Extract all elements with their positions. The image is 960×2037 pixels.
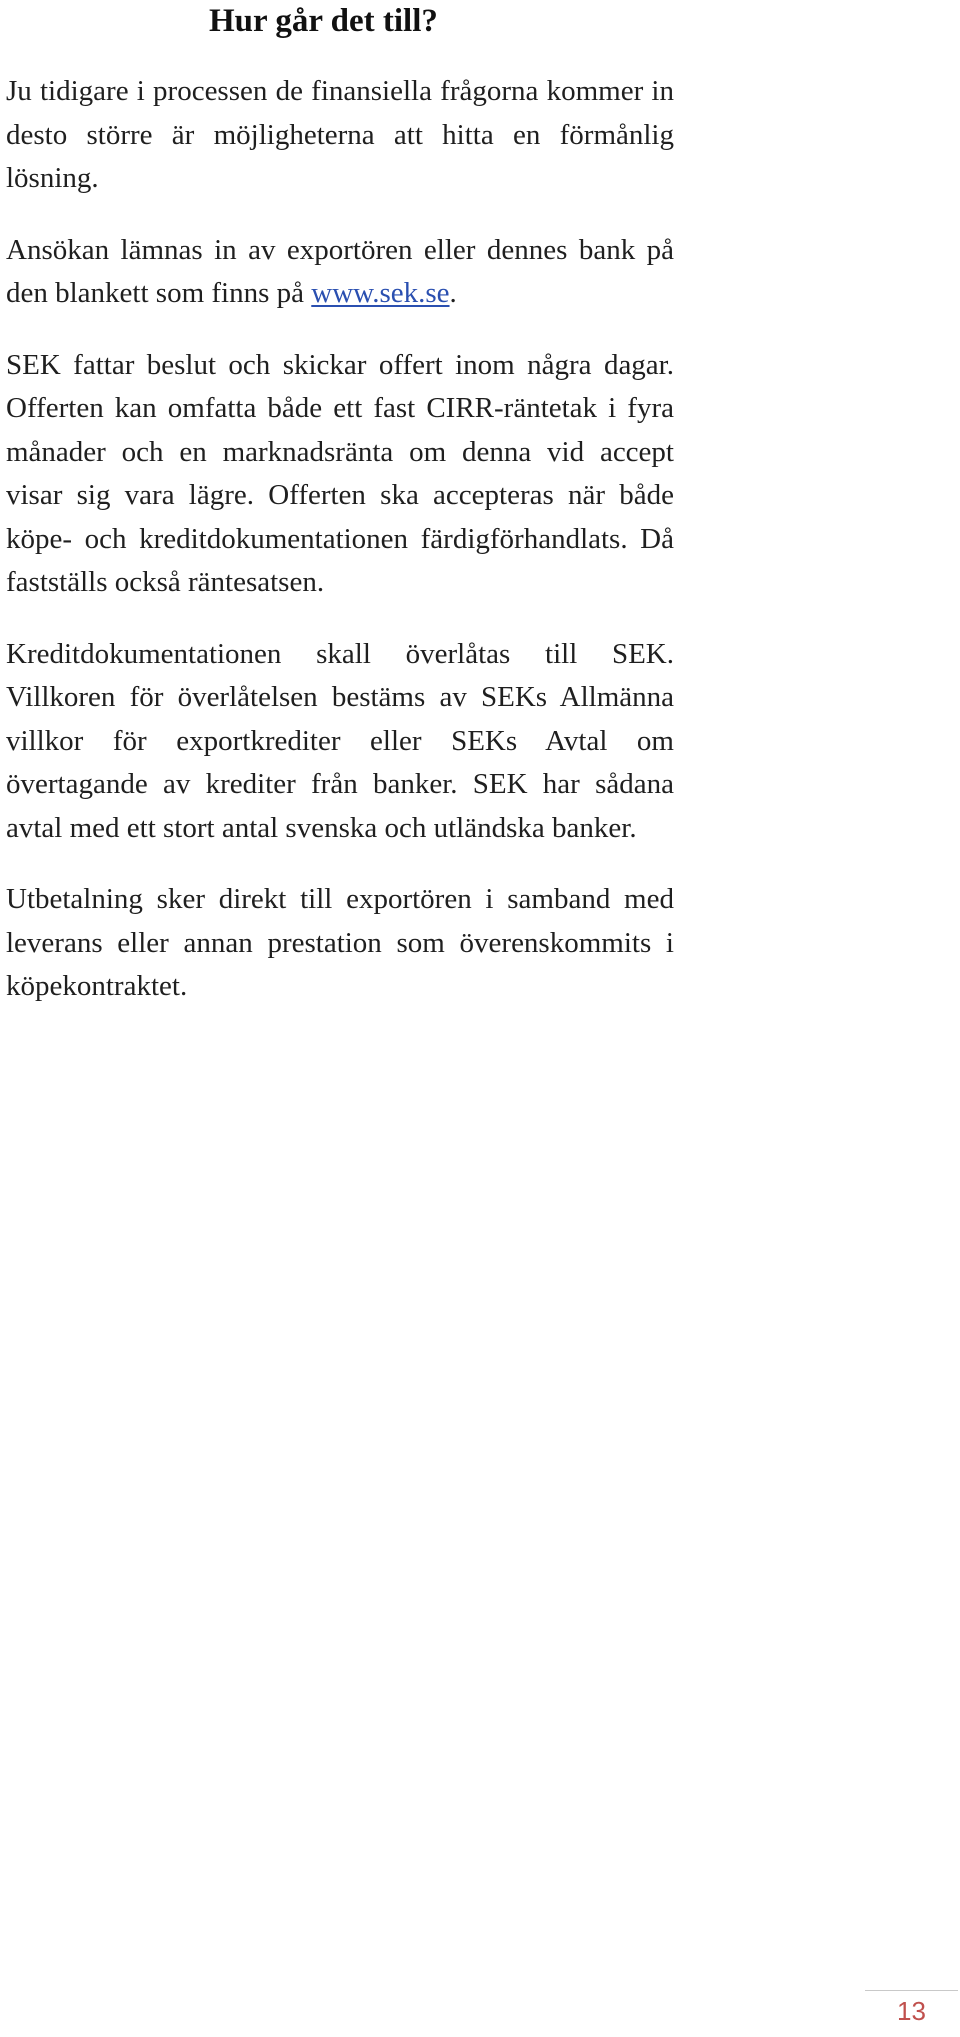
sek-website-link[interactable]: www.sek.se <box>311 277 450 309</box>
paragraph-payment: Utbetalning sker direkt till exportören i samband med leverans eller annan prestation som överenskommits i köpekontraktet. <box>6 883 674 1002</box>
page-title: Hur går det till? <box>209 3 438 39</box>
page-footer <box>865 1990 958 2026</box>
footer-divider <box>865 1990 958 1991</box>
page-content <box>6 0 674 1009</box>
page-number: 13 <box>897 1996 926 2026</box>
application-text-end: . <box>449 277 457 309</box>
paragraph-offer: SEK fattar beslut och skickar offert inom några dagar. Offerten kan omfatta både ett fast CIRR-räntetak i fyra månader och en marknadsränta om denna vid accept visar sig vara lägre. Offerten ska accepteras när både köpe- och kreditdokumentationen färdigförhandlats. Då fastställs också räntesatsen. <box>6 348 674 598</box>
paragraph-application <box>6 229 674 316</box>
paragraph-early-financing: Ju tidigare i processen de finansiella frågorna kommer in desto större är möjligheterna att hitta en förmånlig lösning. <box>6 75 674 194</box>
application-text: Ansökan lämnas in av exportören eller dennes bank på den blankett som finns på <box>6 233 674 309</box>
paragraph-credit-documentation: Kreditdokumentationen skall överlåtas till SEK. Villkoren för överlåtelsen bestäms av SEKs Allmänna villkor för exportkrediter eller SEKs Avtal om övertagande av krediter från banker. SEK har sådana avtal med ett stort antal svenska och utländska banker. <box>6 637 674 844</box>
